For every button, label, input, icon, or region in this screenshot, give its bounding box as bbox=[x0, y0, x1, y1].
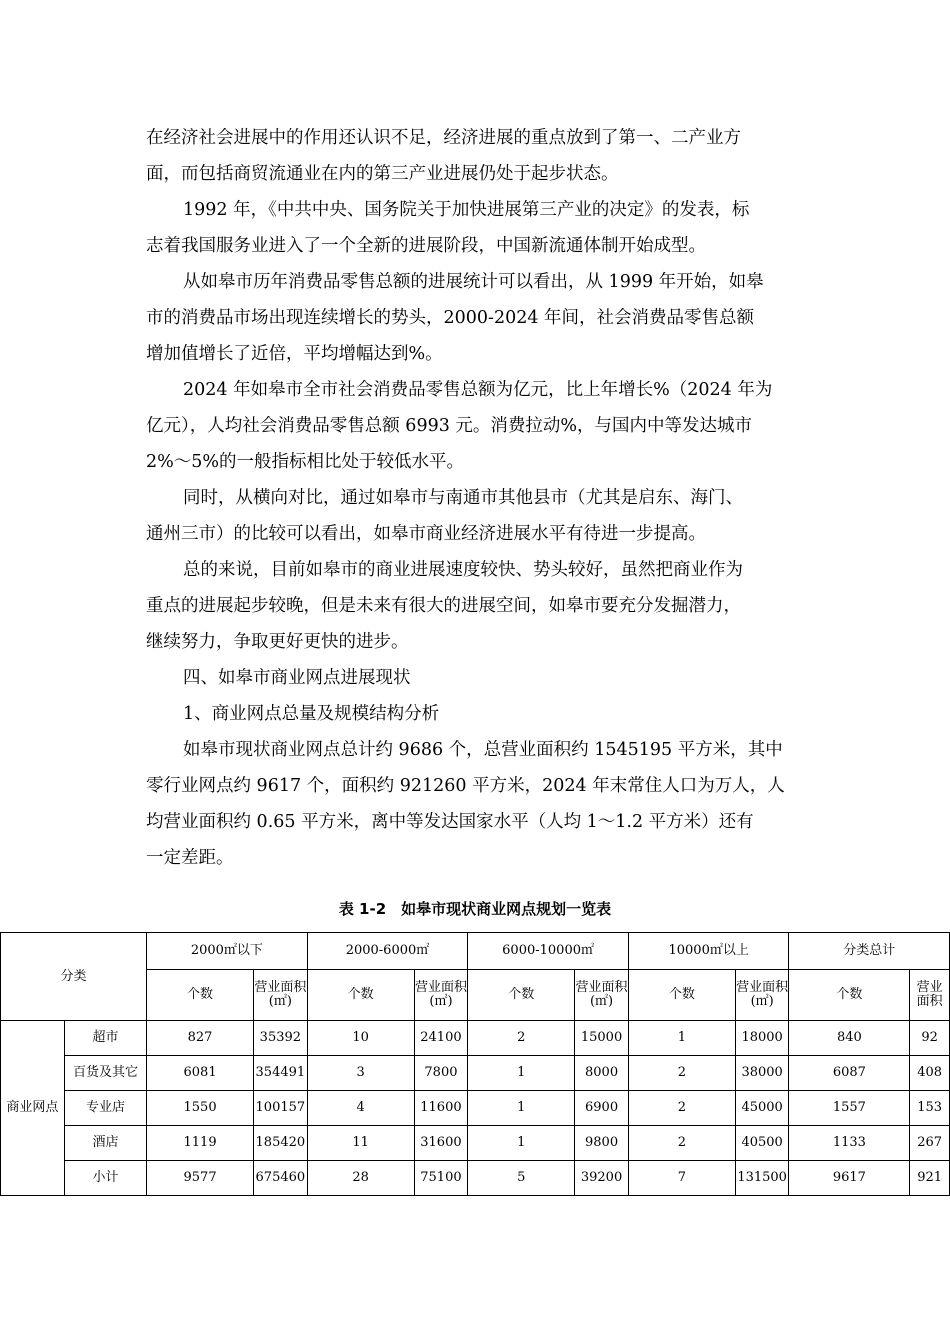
size-group-header: 2000-6000㎡ bbox=[307, 933, 468, 970]
table-cell: 9800 bbox=[575, 1126, 629, 1161]
table-cell: 100157 bbox=[254, 1091, 308, 1126]
table-cell: 9617 bbox=[789, 1161, 910, 1196]
table-cell: 185420 bbox=[254, 1126, 308, 1161]
size-group-header: 10000㎡以上 bbox=[628, 933, 789, 970]
table-cell: 1 bbox=[468, 1056, 575, 1091]
text-line: 面，而包括商贸流通业在内的第三产业进展仍处于起步状态。 bbox=[146, 164, 619, 184]
table-cell: 35392 bbox=[254, 1021, 308, 1056]
row-label: 超市 bbox=[64, 1021, 146, 1056]
table-row bbox=[1, 1161, 950, 1196]
table-cell: 1550 bbox=[147, 1091, 254, 1126]
table-cell: 2 bbox=[628, 1091, 735, 1126]
table-caption: 表 1-2 如皋市现状商业网点规划一览表 bbox=[338, 900, 612, 918]
table-cell: 153 bbox=[910, 1091, 950, 1126]
text-line: 零行业网点约 9617 个，面积约 921260 平方米，2024 年末常住人口为万人，人 bbox=[146, 776, 785, 796]
table-cell: 40500 bbox=[735, 1126, 789, 1161]
area-header: 营业面积(㎡) bbox=[575, 970, 629, 1021]
table-cell: 1 bbox=[628, 1021, 735, 1056]
table-cell: 3 bbox=[307, 1056, 414, 1091]
area-header: 营业面积(㎡) bbox=[735, 970, 789, 1021]
table-cell: 31600 bbox=[414, 1126, 468, 1161]
count-header: 个数 bbox=[789, 970, 910, 1021]
text-line: 重点的进展起步较晚，但是未来有很大的进展空间，如皋市要充分发掘潜力， bbox=[146, 596, 741, 616]
text-line: 志着我国服务业进入了一个全新的进展阶段，中国新流通体制开始成型。 bbox=[146, 236, 706, 256]
size-group-header: 6000-10000㎡ bbox=[468, 933, 629, 970]
count-header: 个数 bbox=[628, 970, 735, 1021]
table-cell: 840 bbox=[789, 1021, 910, 1056]
table-row bbox=[1, 1091, 950, 1126]
table-cell: 10 bbox=[307, 1021, 414, 1056]
table-cell: 7 bbox=[628, 1161, 735, 1196]
outlets-table bbox=[0, 932, 950, 1196]
text-line: 亿元），人均社会消费品零售总额 6993 元。消费拉动%，与国内中等发达城市 bbox=[146, 416, 753, 436]
area-header: 营业面积(㎡) bbox=[414, 970, 468, 1021]
table-cell: 6900 bbox=[575, 1091, 629, 1126]
table-cell: 39200 bbox=[575, 1161, 629, 1196]
table-cell: 1119 bbox=[147, 1126, 254, 1161]
text-line: 市的消费品市场出现连续增长的势头，2000-2024 年间，社会消费品零售总额 bbox=[146, 308, 755, 328]
table-cell: 28 bbox=[307, 1161, 414, 1196]
table-cell: 8000 bbox=[575, 1056, 629, 1091]
size-group-header: 分类总计 bbox=[789, 933, 950, 970]
text-line: 增加值增长了近倍，平均增幅达到%。 bbox=[146, 344, 443, 364]
area-header: 营业面积 bbox=[910, 970, 950, 1021]
table-cell: 6087 bbox=[789, 1056, 910, 1091]
text-line: 如皋市现状商业网点总计约 9686 个，总营业面积约 1545195 平方米，其中 bbox=[183, 740, 783, 760]
row-label: 小计 bbox=[64, 1161, 146, 1196]
row-label: 专业店 bbox=[64, 1091, 146, 1126]
count-header: 个数 bbox=[468, 970, 575, 1021]
table-cell: 2 bbox=[628, 1056, 735, 1091]
table-row bbox=[1, 1021, 950, 1056]
table-cell: 5 bbox=[468, 1161, 575, 1196]
text-line: 总的来说，目前如皋市的商业进展速度较快、势头较好，虽然把商业作为 bbox=[183, 560, 743, 580]
category-header: 分类 bbox=[1, 933, 147, 1021]
text-line: 继续努力，争取更好更快的进步。 bbox=[146, 632, 409, 652]
text-line: 2%～5%的一般指标相比处于较低水平。 bbox=[146, 452, 465, 472]
area-header: 营业面积(㎡) bbox=[254, 970, 308, 1021]
table-cell: 38000 bbox=[735, 1056, 789, 1091]
text-line: 从如皋市历年消费品零售总额的进展统计可以看出，从 1999 年开始，如皋 bbox=[183, 272, 764, 292]
row-label: 百货及其它 bbox=[64, 1056, 146, 1091]
subsection-heading: 1、商业网点总量及规模结构分析 bbox=[183, 704, 440, 724]
table-cell: 921 bbox=[910, 1161, 950, 1196]
row-label: 酒店 bbox=[64, 1126, 146, 1161]
text-line: 1992 年，《中共中央、国务院关于加快进展第三产业的决定》的发表，标 bbox=[183, 200, 750, 220]
table-cell: 18000 bbox=[735, 1021, 789, 1056]
section-heading: 四、如皋市商业网点进展现状 bbox=[183, 668, 411, 688]
table-cell: 2 bbox=[468, 1021, 575, 1056]
table-cell: 15000 bbox=[575, 1021, 629, 1056]
table-cell: 1557 bbox=[789, 1091, 910, 1126]
table-cell: 827 bbox=[147, 1021, 254, 1056]
text-line: 在经济社会进展中的作用还认识不足，经济进展的重点放到了第一、二产业方 bbox=[146, 128, 741, 148]
row-group-label: 商业网点 bbox=[1, 1021, 65, 1196]
table-cell: 75100 bbox=[414, 1161, 468, 1196]
table-cell: 2 bbox=[628, 1126, 735, 1161]
table-cell: 7800 bbox=[414, 1056, 468, 1091]
text-line: 一定差距。 bbox=[146, 848, 234, 868]
count-header: 个数 bbox=[307, 970, 414, 1021]
table-cell: 9577 bbox=[147, 1161, 254, 1196]
size-group-header: 2000㎡以下 bbox=[147, 933, 308, 970]
table-cell: 4 bbox=[307, 1091, 414, 1126]
table-row bbox=[1, 1126, 950, 1161]
table-cell: 1133 bbox=[789, 1126, 910, 1161]
table-cell: 354491 bbox=[254, 1056, 308, 1091]
text-line: 2024 年如皋市全市社会消费品零售总额为亿元，比上年增长%（2024 年为 bbox=[183, 380, 773, 400]
table-cell: 408 bbox=[910, 1056, 950, 1091]
table-cell: 6081 bbox=[147, 1056, 254, 1091]
text-line: 通州三市）的比较可以看出，如皋市商业经济进展水平有待进一步提高。 bbox=[146, 524, 706, 544]
count-header: 个数 bbox=[147, 970, 254, 1021]
table-cell: 24100 bbox=[414, 1021, 468, 1056]
table-cell: 675460 bbox=[254, 1161, 308, 1196]
table-cell: 11 bbox=[307, 1126, 414, 1161]
table-cell: 131500 bbox=[735, 1161, 789, 1196]
text-line: 均营业面积约 0.65 平方米，离中等发达国家水平（人均 1～1.2 平方米）还有 bbox=[146, 812, 754, 832]
table-cell: 11600 bbox=[414, 1091, 468, 1126]
text-line: 同时，从横向对比，通过如皋市与南通市其他县市（尤其是启东、海门、 bbox=[183, 488, 743, 508]
table-cell: 45000 bbox=[735, 1091, 789, 1126]
table-cell: 1 bbox=[468, 1126, 575, 1161]
table-cell: 92 bbox=[910, 1021, 950, 1056]
table-cell: 1 bbox=[468, 1091, 575, 1126]
table-cell: 267 bbox=[910, 1126, 950, 1161]
table-row bbox=[1, 1056, 950, 1091]
